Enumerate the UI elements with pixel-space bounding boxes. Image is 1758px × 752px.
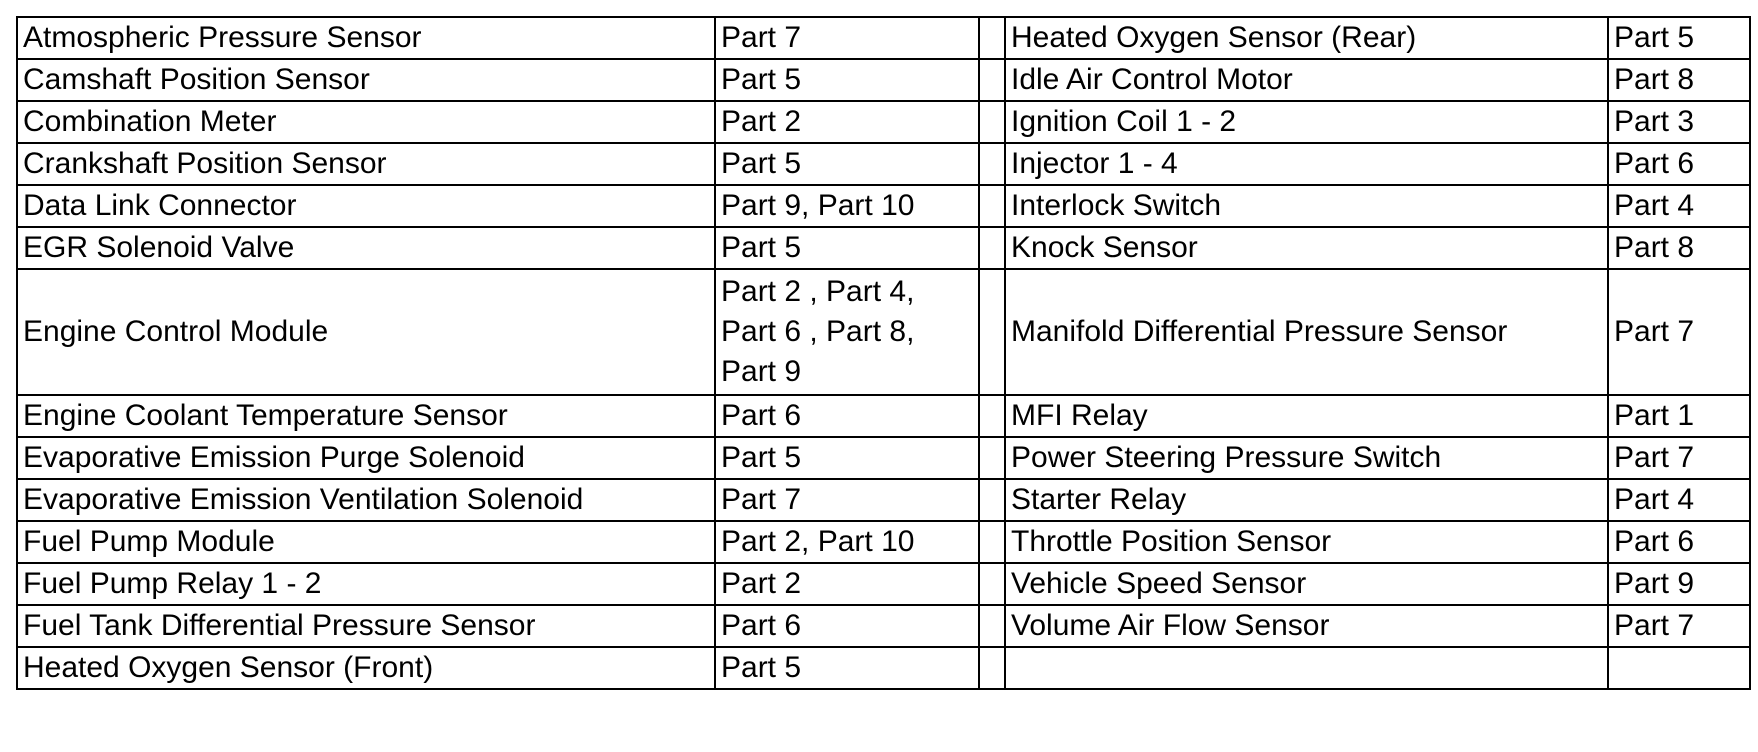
part-reference bbox=[715, 269, 979, 395]
table-row bbox=[17, 17, 1750, 59]
part-reference: Part 9, Part 10 bbox=[715, 185, 979, 227]
component-name: Throttle Position Sensor bbox=[1005, 521, 1608, 563]
table-row bbox=[17, 59, 1750, 101]
part-reference: Part 2 bbox=[715, 101, 979, 143]
table-row bbox=[17, 647, 1750, 689]
component-name: Vehicle Speed Sensor bbox=[1005, 563, 1608, 605]
part-reference: Part 6 bbox=[715, 395, 979, 437]
part-reference: Part 5 bbox=[715, 437, 979, 479]
column-divider bbox=[979, 269, 1005, 395]
component-name: Fuel Pump Module bbox=[17, 521, 715, 563]
component-name: Manifold Differential Pressure Sensor bbox=[1005, 269, 1608, 395]
part-reference: Part 9 bbox=[1608, 563, 1750, 605]
component-name: Volume Air Flow Sensor bbox=[1005, 605, 1608, 647]
part-reference: Part 7 bbox=[715, 479, 979, 521]
part-reference: Part 5 bbox=[715, 59, 979, 101]
part-reference: Part 6 bbox=[715, 605, 979, 647]
component-location-index bbox=[16, 16, 1751, 690]
part-reference-line: Part 9 bbox=[721, 355, 802, 388]
component-name: Crankshaft Position Sensor bbox=[17, 143, 715, 185]
part-reference: Part 5 bbox=[715, 647, 979, 689]
column-divider bbox=[979, 521, 1005, 563]
component-name: Starter Relay bbox=[1005, 479, 1608, 521]
component-name: Atmospheric Pressure Sensor bbox=[17, 17, 715, 59]
component-name: Data Link Connector bbox=[17, 185, 715, 227]
component-name: Evaporative Emission Purge Solenoid bbox=[17, 437, 715, 479]
component-name: Interlock Switch bbox=[1005, 185, 1608, 227]
table-row bbox=[17, 269, 1750, 395]
component-name: MFI Relay bbox=[1005, 395, 1608, 437]
column-divider bbox=[979, 647, 1005, 689]
component-name: EGR Solenoid Valve bbox=[17, 227, 715, 269]
part-reference: Part 8 bbox=[1608, 227, 1750, 269]
part-reference: Part 4 bbox=[1608, 185, 1750, 227]
column-divider bbox=[979, 479, 1005, 521]
column-divider bbox=[979, 437, 1005, 479]
component-name: Fuel Tank Differential Pressure Sensor bbox=[17, 605, 715, 647]
part-reference: Part 5 bbox=[715, 143, 979, 185]
table-row bbox=[17, 101, 1750, 143]
column-divider bbox=[979, 143, 1005, 185]
component-name: Power Steering Pressure Switch bbox=[1005, 437, 1608, 479]
table-row bbox=[17, 563, 1750, 605]
component-name: Injector 1 - 4 bbox=[1005, 143, 1608, 185]
part-reference: Part 6 bbox=[1608, 521, 1750, 563]
part-reference: Part 8 bbox=[1608, 59, 1750, 101]
component-name: Engine Control Module bbox=[17, 269, 715, 395]
part-reference: Part 6 bbox=[1608, 143, 1750, 185]
component-name: Knock Sensor bbox=[1005, 227, 1608, 269]
component-name bbox=[1005, 647, 1608, 689]
part-reference bbox=[1608, 647, 1750, 689]
table-row bbox=[17, 479, 1750, 521]
part-reference: Part 7 bbox=[1608, 605, 1750, 647]
part-reference: Part 7 bbox=[1608, 437, 1750, 479]
part-reference: Part 4 bbox=[1608, 479, 1750, 521]
component-name: Idle Air Control Motor bbox=[1005, 59, 1608, 101]
component-name: Heated Oxygen Sensor (Rear) bbox=[1005, 17, 1608, 59]
component-name: Engine Coolant Temperature Sensor bbox=[17, 395, 715, 437]
column-divider bbox=[979, 227, 1005, 269]
part-reference: Part 2, Part 10 bbox=[715, 521, 979, 563]
component-name: Camshaft Position Sensor bbox=[17, 59, 715, 101]
column-divider bbox=[979, 17, 1005, 59]
column-divider bbox=[979, 101, 1005, 143]
part-reference: Part 3 bbox=[1608, 101, 1750, 143]
table-row bbox=[17, 605, 1750, 647]
component-name: Evaporative Emission Ventilation Solenoid bbox=[17, 479, 715, 521]
column-divider bbox=[979, 395, 1005, 437]
component-name: Ignition Coil 1 - 2 bbox=[1005, 101, 1608, 143]
component-table bbox=[16, 16, 1751, 690]
column-divider bbox=[979, 59, 1005, 101]
part-reference-line: Part 6 , Part 8, bbox=[721, 315, 915, 348]
column-divider bbox=[979, 605, 1005, 647]
column-divider bbox=[979, 563, 1005, 605]
table-row bbox=[17, 437, 1750, 479]
component-name: Heated Oxygen Sensor (Front) bbox=[17, 647, 715, 689]
table-row bbox=[17, 143, 1750, 185]
table-row bbox=[17, 185, 1750, 227]
part-reference: Part 7 bbox=[1608, 269, 1750, 395]
part-reference: Part 5 bbox=[715, 227, 979, 269]
part-reference: Part 1 bbox=[1608, 395, 1750, 437]
part-reference: Part 5 bbox=[1608, 17, 1750, 59]
table-row bbox=[17, 521, 1750, 563]
column-divider bbox=[979, 185, 1005, 227]
part-reference: Part 7 bbox=[715, 17, 979, 59]
component-name: Fuel Pump Relay 1 - 2 bbox=[17, 563, 715, 605]
part-reference: Part 2 bbox=[715, 563, 979, 605]
component-name: Combination Meter bbox=[17, 101, 715, 143]
table-row bbox=[17, 395, 1750, 437]
table-row bbox=[17, 227, 1750, 269]
part-reference-line: Part 2 , Part 4, bbox=[721, 275, 915, 308]
